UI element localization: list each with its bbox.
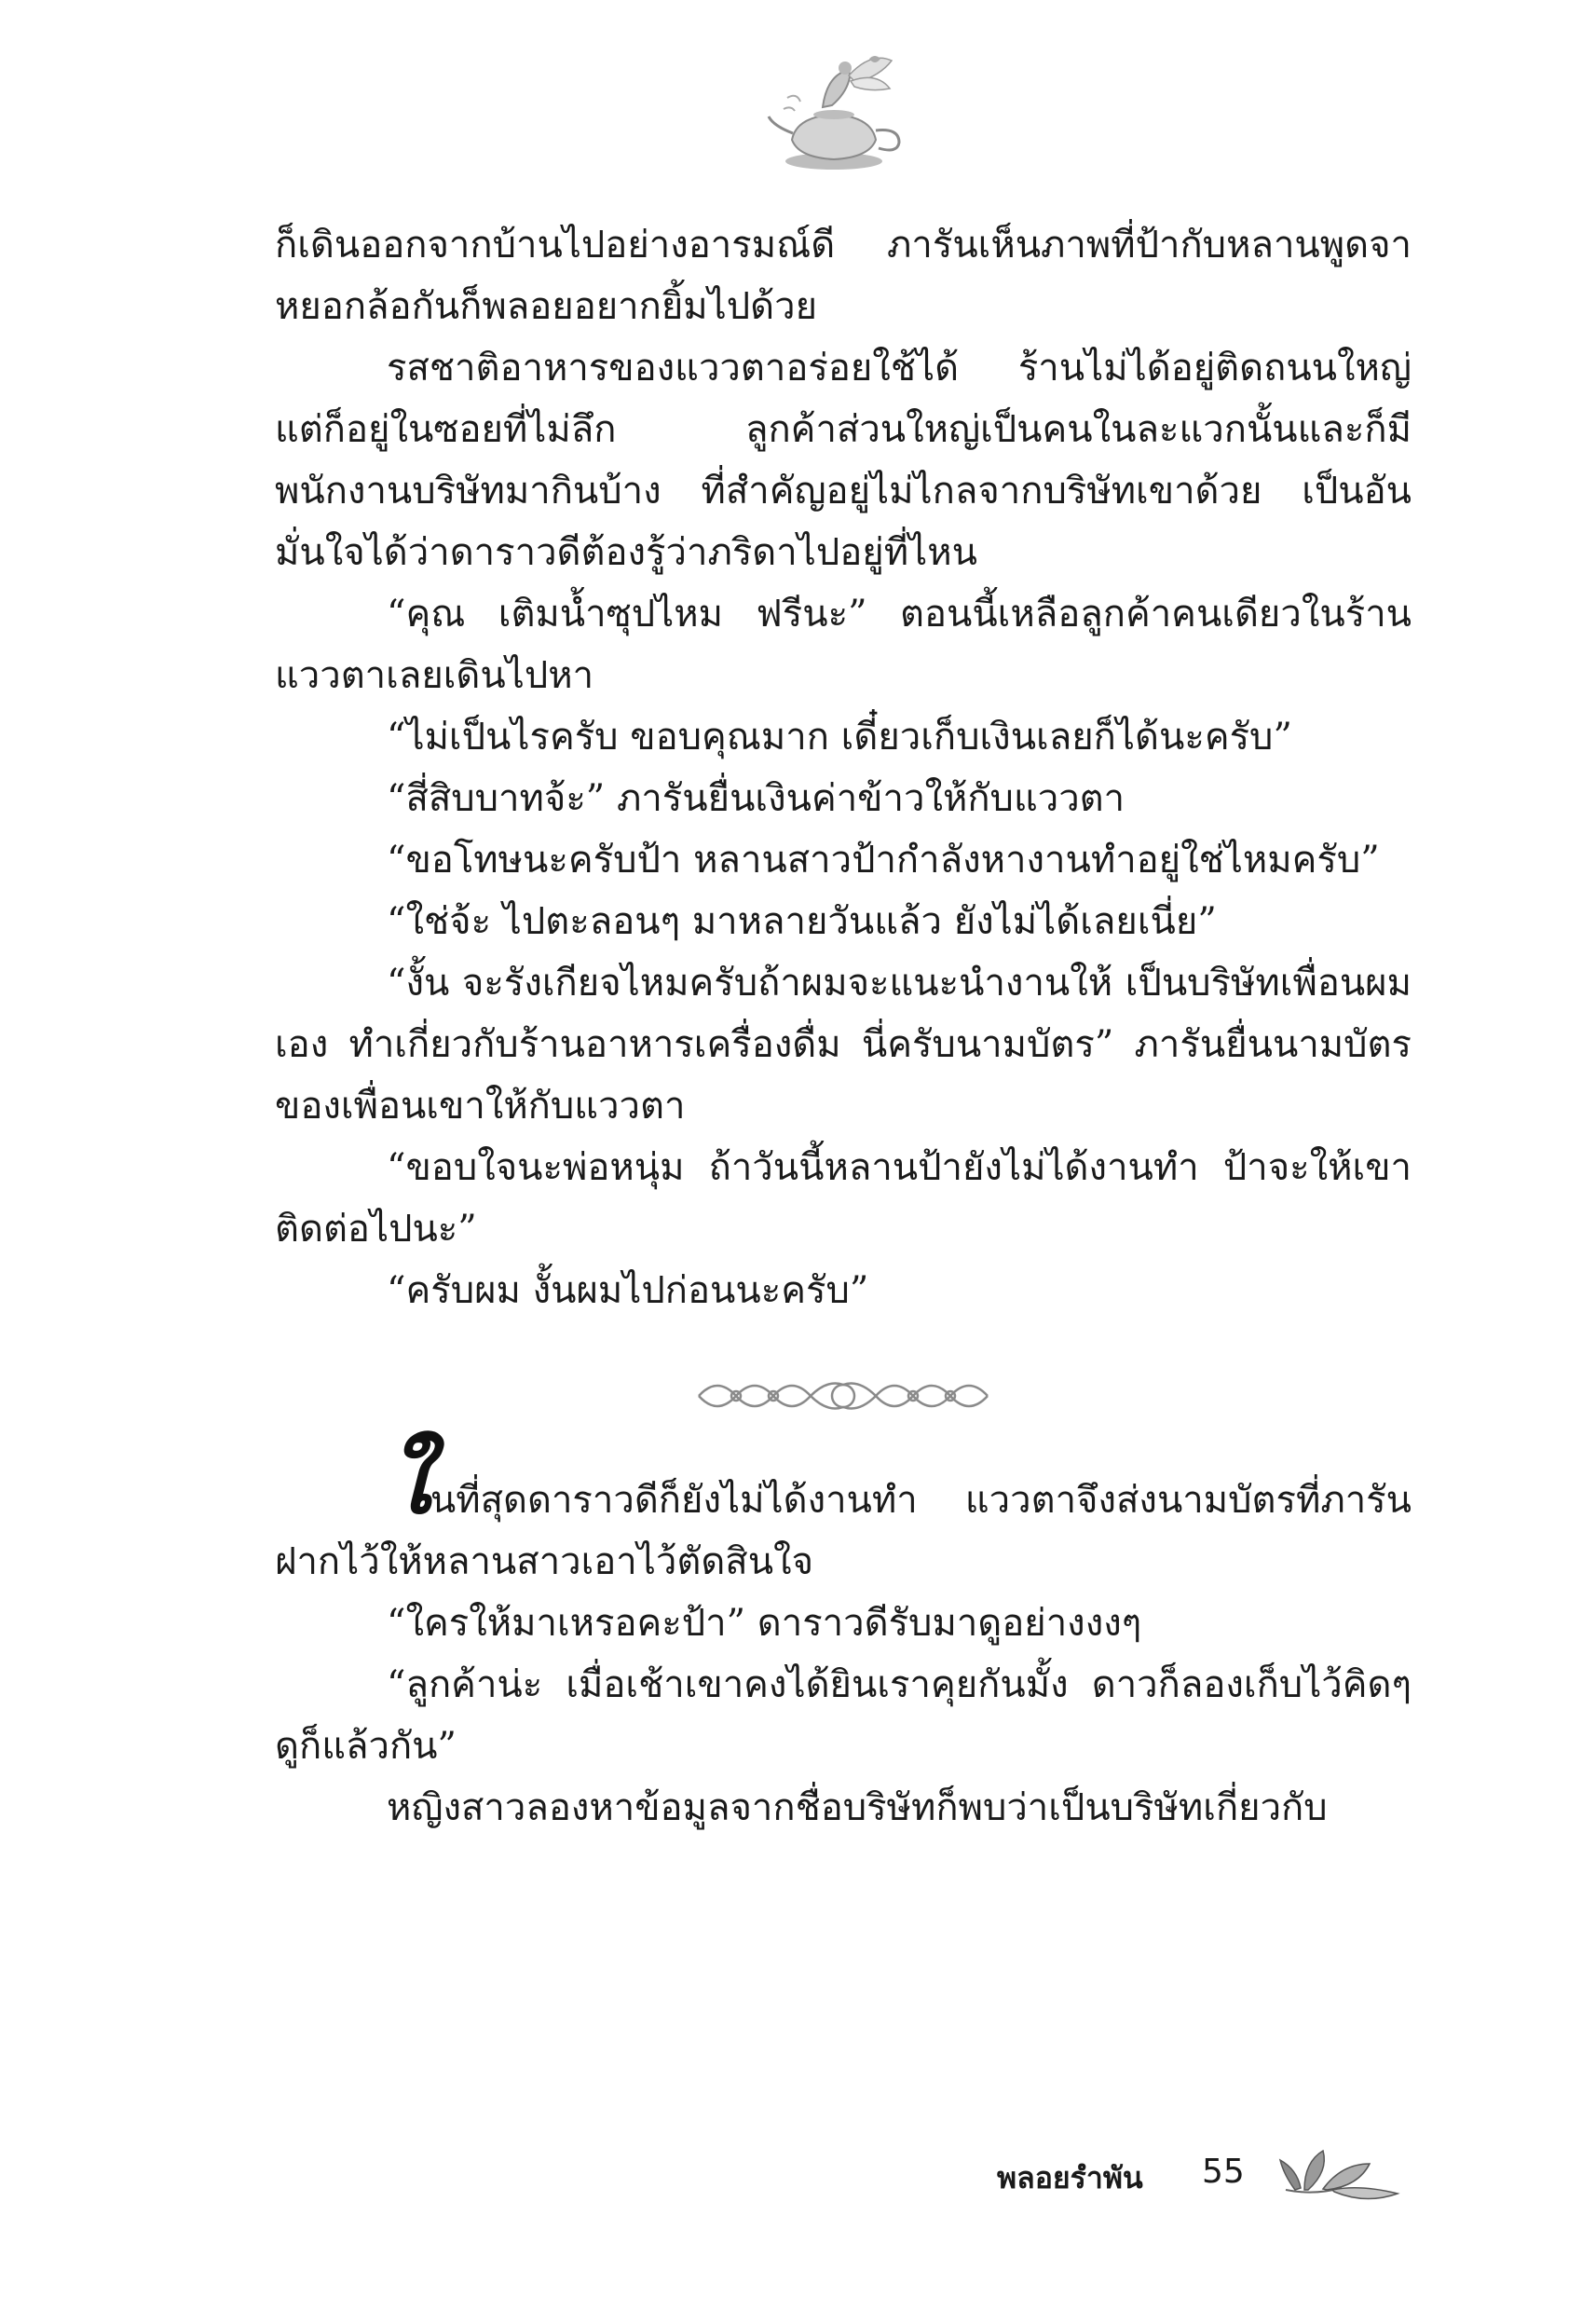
page-number: 55	[1202, 2153, 1245, 2191]
paragraph: “สี่สิบบาทจ้ะ” ภารันยื่นเงินค่าข้าวให้กับแววตา	[387, 777, 1125, 820]
paragraph: “ไม่เป็นไรครับ ขอบคุณมาก เดี๋ยวเก็บเงินเลยก็ได้นะครับ”	[387, 716, 1292, 759]
paragraph: รสชาติอาหารของแววตาอร่อยใช้ได้ ร้านไม่ได้อยู่ติดถนนใหญ่ แต่ก็อยู่ในซอยที่ไม่ลึก ลูกค้าส่วนใหญ่เป็นคนในละแวกนั้นและก็มีพนักงานบริษัทมากินบ้าง ที่สำคัญอยู่ไม่ไกลจากบริษัทเขาด้วย เป็นอันมั่นใจได้ว่าดาราวดีต้องรู้ว่าภริดาไปอยู่ที่ไหน	[275, 347, 1412, 574]
teapot-fairy-icon	[759, 51, 908, 182]
paragraph: ก็เดินออกจากบ้านไปอย่างอารมณ์ดี ภารันเห็นภาพที่ป้ากับหลานพูดจาหยอกล้อกันก็พลอยอยากยิ้มไปด้วย	[275, 224, 1412, 328]
paragraph: “งั้น จะรังเกียจไหมครับถ้าผมจะแนะนำงานให้ เป็นบริษัทเพื่อนผมเอง ทำเกี่ยวกับร้านอาหารเครื่องดื่ม นี่ครับนามบัตร” ภารันยื่นนามบัตรของเพื่อนเขาให้กับแววตา	[275, 962, 1412, 1128]
paragraph-text: นที่สุดดาราวดีก็ยังไม่ได้งานทำ แววตาจึงส่งนามบัตรที่ภารันฝากไว้ให้หลานสาวเอาไว้ตัดสินใจ	[275, 1479, 1412, 1583]
scroll-ornament-divider-icon	[689, 1366, 997, 1426]
paragraph: “ใช่จ้ะ ไปตะลอนๆ มาหลายวันแล้ว ยังไม่ได้เลยเนี่ย”	[387, 900, 1217, 943]
book-title: พลอยรำพัน	[997, 2160, 1143, 2195]
section-opening-paragraph	[275, 1429, 1412, 1593]
body-text	[275, 214, 1412, 1839]
paragraph: “ครับผม งั้นผมไปก่อนนะครับ”	[387, 1269, 869, 1312]
paragraph: “คุณ เติมน้ำซุปไหม ฟรีนะ” ตอนนี้เหลือลูกค้าคนเดียวในร้านแววตาเลยเดินไปหา	[275, 593, 1412, 697]
paragraph: “ลูกค้าน่ะ เมื่อเช้าเขาคงได้ยินเราคุยกันมั้ง ดาวก็ลองเก็บไว้คิดๆ ดูก็แล้วกัน”	[275, 1663, 1412, 1768]
drop-cap: ใ	[387, 1429, 430, 1534]
paragraph: หญิงสาวลองหาข้อมูลจากชื่อบริษัทก็พบว่าเป็นบริษัทเกี่ยวกับ	[387, 1786, 1328, 1829]
paragraph: “ขอบใจนะพ่อหนุ่ม ถ้าวันนี้หลานป้ายังไม่ได้งานทำ ป้าจะให้เขาติดต่อไปนะ”	[275, 1146, 1412, 1251]
paragraph: “ขอโทษนะครับป้า หลานสาวป้ากำลังหางานทำอยู่ใช่ไหมครับ”	[387, 839, 1380, 882]
page-footer	[922, 2143, 1407, 2208]
paragraph: “ใครให้มาเหรอคะป้า” ดาราวดีรับมาดูอย่างงงๆ	[387, 1602, 1142, 1645]
tea-leaf-icon	[1276, 2143, 1407, 2208]
